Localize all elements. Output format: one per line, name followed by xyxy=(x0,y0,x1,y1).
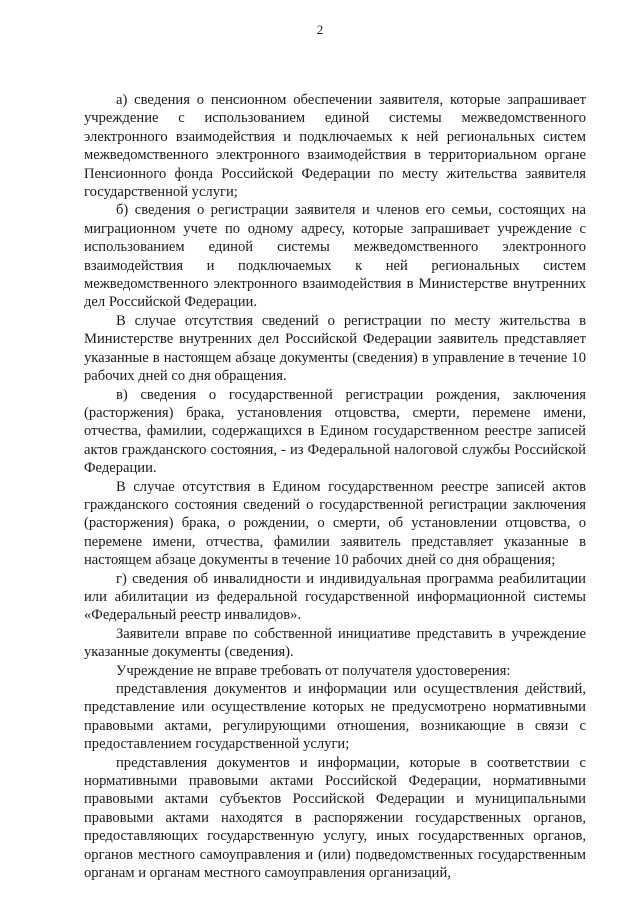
page-number: 2 xyxy=(316,22,324,37)
paragraph-applicant-right: Заявители вправе по собственной инициативе представить в учреждение указанные документы (сведения). xyxy=(84,625,586,661)
paragraph-civil-status-absence: В случае отсутствия в Едином государственном реестре записей актов гражданского состояния сведений о государственной регистрации заключения (расторжения) брака, о рождении, о смерти, об установлении отцовства, о перемене имени, отчества, фамилии заявитель представляет указанные в настоящем абзаце документы в течение 10 рабочих дней со дня обращения; xyxy=(84,478,586,569)
paragraph-civil-status-info: в) сведения о государственной регистрации рождения, заключения (расторжения) брака, установления отцовства, смерти, перемене имени, отчества, фамилии, содержащихся в Едином государственном реестре записей актов гражданского состояния, - из Федеральной налоговой службы Российской Федерации. xyxy=(84,386,586,477)
paragraph-pension-info: а) сведения о пенсионном обеспечении заявителя, которые запрашивает учреждение с использованием единой системы межведомственного электронного взаимодействия и подключаемых к ней региональных систем межведомственного электронного взаимодействия в территориальном органе Пенсионного фонда Российской Федерации по месту жительства заявителя государственной услуги; xyxy=(84,92,586,201)
paragraph-registration-absence: В случае отсутствия сведений о регистрации по месту жительства в Министерстве внутренних дел Российской Федерации заявитель представляет указанные в настоящем абзаце документы (сведения) в управление в течение 10 рабочих дней со дня обращения. xyxy=(84,312,586,385)
paragraph-restriction-info: представления документов и информации, которые в соответствии с нормативными правовыми актами Российской Федерации, нормативными правовыми актами субъектов Российской Федерации и муниципальными правовыми актами находятся в распоряжении государственных органов, предоставляющих государственную услугу, иных государственных органов, органов местного самоуправления и (или) подведомственных государственным органам и органам местного самоуправления организаций, xyxy=(84,754,586,882)
paragraph-institution-restrictions: Учреждение не вправе требовать от получателя удостоверения: xyxy=(116,662,511,679)
paragraph-restriction-documents: представления документов и информации или осуществления действий, представление или осуществление которых не предусмотрено нормативными правовыми актами, регулирующими отношения, возникающие в связи с предоставлением государственной услуги; xyxy=(84,681,586,753)
paragraph-registration-info: б) сведения о регистрации заявителя и членов его семьи, состоящих на миграционном учете по одному адресу, которые запрашивает учреждение с использованием единой системы межведомственного электронного взаимодействия и подключаемых к ней региональных систем межведомственного электронного взаимодействия в Министерстве внутренних дел Российской Федерации. xyxy=(84,202,586,311)
paragraph-disability-info: г) сведения об инвалидности и индивидуальная программа реабилитации или абилитации из федеральной государственной информационной системы «Федеральный реестр инвалидов». xyxy=(84,570,586,624)
document-body xyxy=(84,91,586,882)
